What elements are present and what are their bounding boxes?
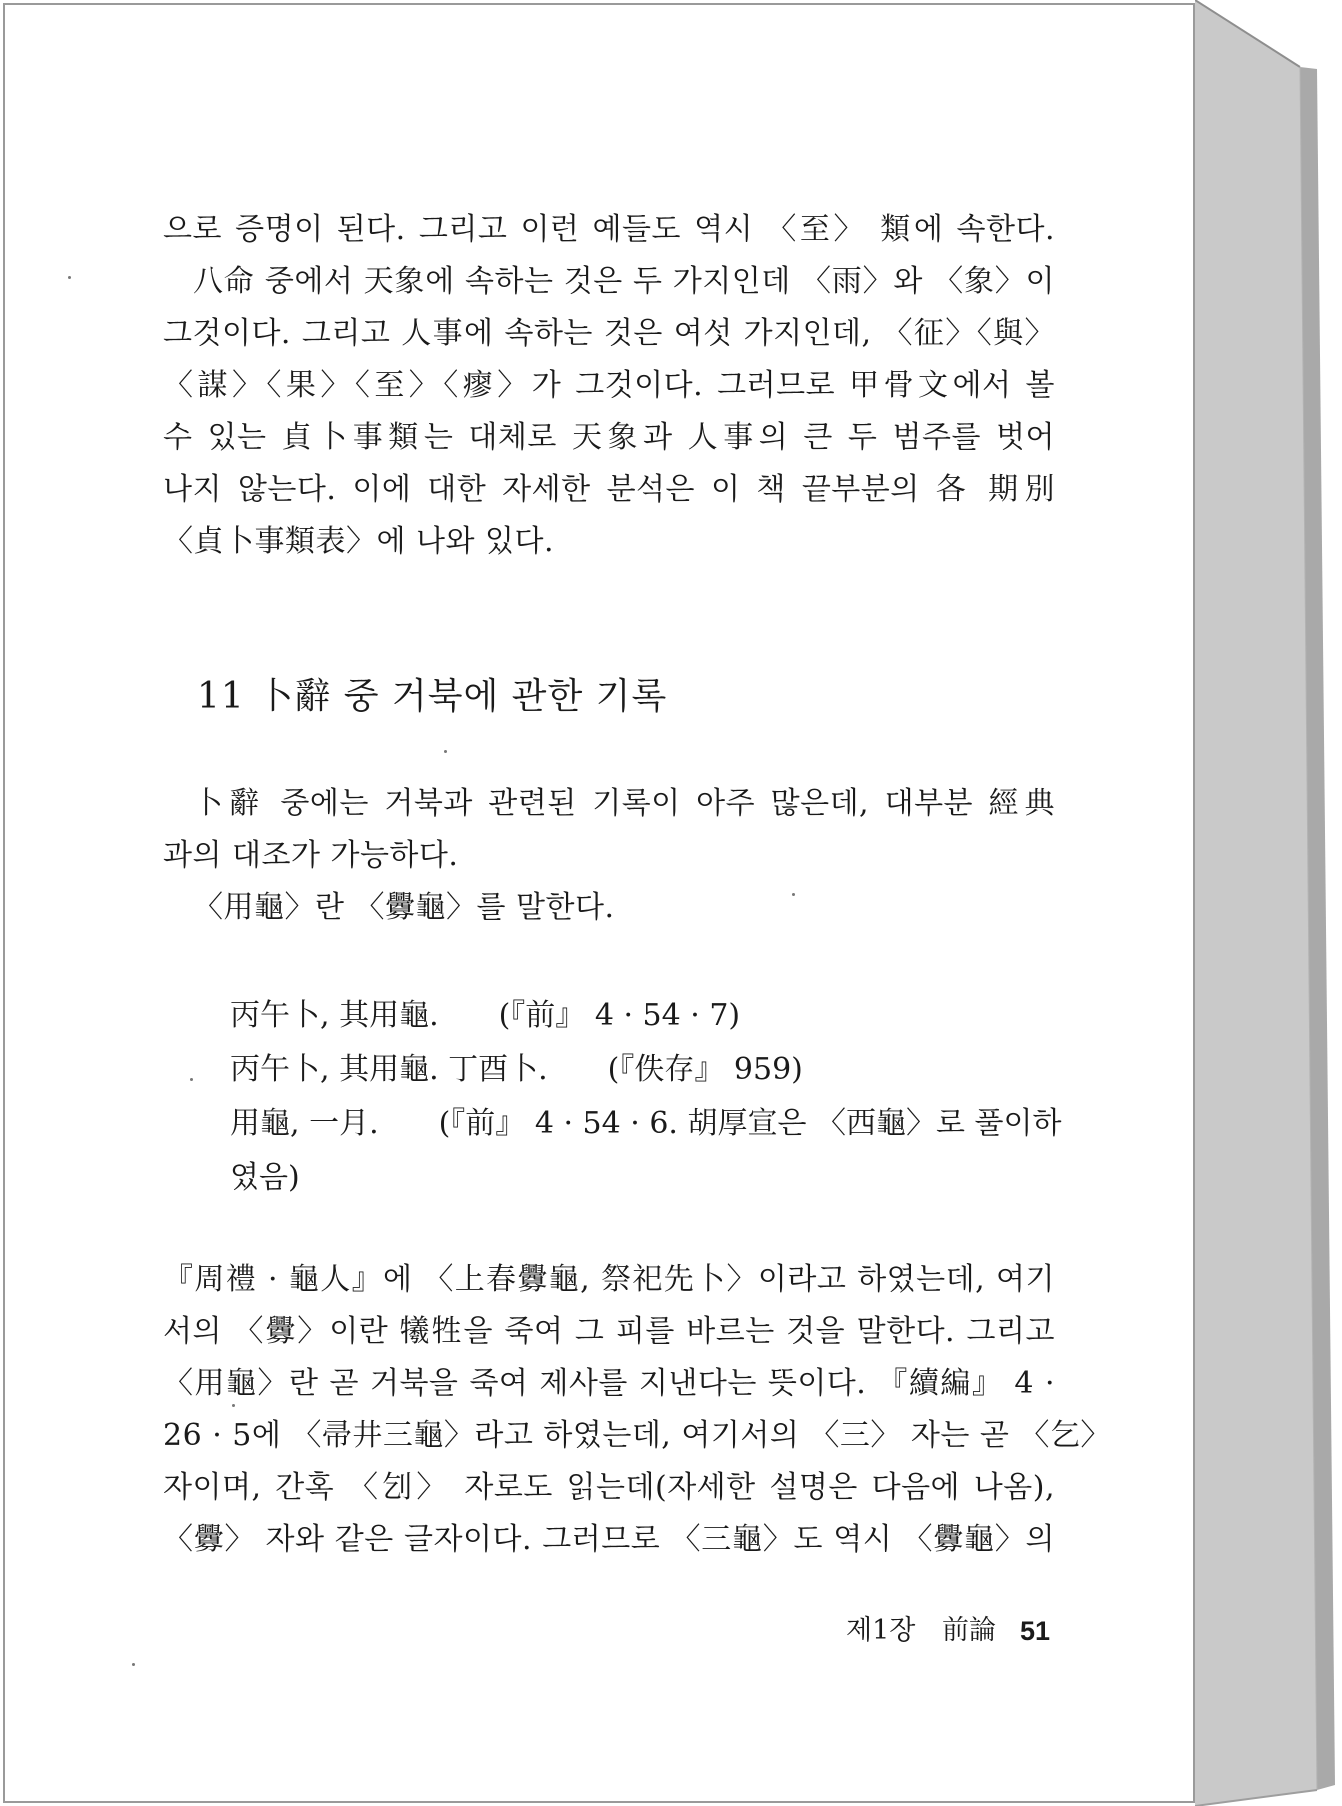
page-number: 51	[1020, 1616, 1051, 1646]
scan-speck	[792, 893, 795, 896]
paragraph-line: 〈用龜〉란 곧 거북을 죽여 제사를 지낸다는 뜻이다. 『續編』 4 ·	[163, 1366, 1055, 1401]
paragraph-3	[163, 1254, 1111, 1566]
scan-speck	[444, 750, 447, 753]
scan-speck	[190, 1078, 193, 1081]
scan-speck	[232, 1404, 235, 1407]
example-line: 丙午卜, 其用龜. 丁酉卜. (『佚存』 959)	[230, 1052, 803, 1087]
paragraph-line: 자이며, 간혹 〈刉〉 자로도 읽는데(자세한 설명은 다음에 나옴),	[163, 1470, 1055, 1505]
paragraph-line: 〈謀〉〈果〉〈至〉〈瘳〉가 그것이다. 그러므로 甲骨文에서 볼	[163, 368, 1055, 403]
paragraph-line: 수 있는 貞卜事類는 대체로 天象과 人事의 큰 두 범주를 벗어	[163, 420, 1055, 455]
paragraph-line: 〈釁〉 자와 같은 글자이다. 그러므로 〈三龜〉도 역시 〈釁龜〉의	[163, 1522, 1055, 1557]
paragraph-line: 〈貞卜事類表〉에 나와 있다.	[163, 524, 555, 559]
paragraph-2	[163, 778, 1055, 934]
paragraph-line: 卜辭 중에는 거북과 관련된 기록이 아주 많은데, 대부분 經典	[193, 786, 1055, 821]
paragraph-line: 『周禮 · 龜人』에 〈上春釁龜, 祭祀先卜〉이라고 하였는데, 여기	[163, 1262, 1055, 1297]
paragraph-line: 26 · 5에 〈帚井三龜〉라고 하였는데, 여기서의 〈三〉 자는 곧 〈乞〉	[163, 1418, 1111, 1453]
page-stack-edge	[1195, 0, 1342, 1806]
footer-title: 前論	[942, 1615, 996, 1646]
example-block	[230, 989, 1062, 1205]
section-heading: 11 卜辭 중 거북에 관한 기록	[197, 676, 668, 717]
scan-speck	[132, 1663, 135, 1666]
example-line: 였음)	[230, 1160, 300, 1195]
paragraph-line: 〈用龜〉란 〈釁龜〉를 말한다.	[193, 890, 615, 925]
scan-speck	[68, 276, 71, 279]
footer-chapter: 제1장	[846, 1615, 916, 1646]
example-line: 丙午卜, 其用龜. (『前』 4 · 54 · 7)	[230, 998, 741, 1033]
paragraph-line: 八命 중에서 天象에 속하는 것은 두 가지인데 〈雨〉와 〈象〉이	[193, 264, 1055, 299]
paragraph-line: 그것이다. 그리고 人事에 속하는 것은 여섯 가지인데, 〈征〉〈與〉	[163, 316, 1055, 351]
paragraph-line: 으로 증명이 된다. 그리고 이런 예들도 역시 〈至〉 類에 속한다.	[163, 212, 1055, 247]
paragraph-line: 서의 〈釁〉이란 犧牲을 죽여 그 피를 바르는 것을 말한다. 그리고	[163, 1314, 1055, 1349]
paragraph-line: 나지 않는다. 이에 대한 자세한 분석은 이 책 끝부분의 各 期別	[163, 472, 1055, 507]
paragraph-line: 과의 대조가 가능하다.	[163, 838, 459, 873]
paragraph-1	[163, 204, 1055, 568]
example-line: 用龜, 一月. (『前』 4 · 54 · 6. 胡厚宣은 〈西龜〉로 풀이하	[230, 1106, 1062, 1141]
